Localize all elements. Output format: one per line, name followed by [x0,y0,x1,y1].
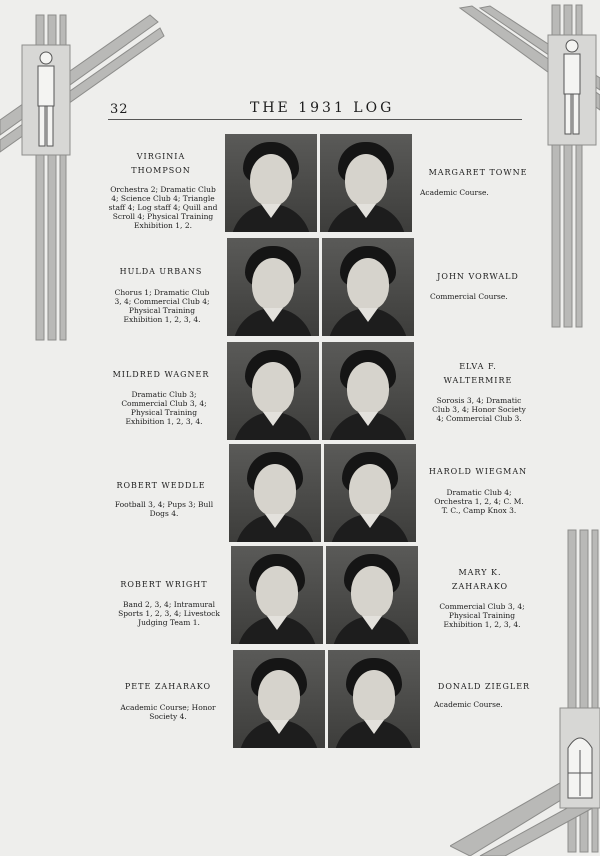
student-name-left-1: VIRGINIA THOMPSON [131,152,191,175]
student-name-left-6: PETE ZAHARAKO [124,682,212,691]
student-photo-right-1 [320,134,412,232]
student-name-left-2: HULDA URBANS [119,267,203,276]
student-photo-left-3 [227,342,319,440]
student-photo-left-5 [231,546,323,644]
student-name-right-4: HAROLD WIEGMAN [428,467,528,476]
student-name-left-5: ROBERT WRIGHT [120,580,208,589]
student-name-right-6: DONALD ZIEGLER [437,682,531,691]
student-photo-right-6 [328,650,420,748]
student-info-left-5: Band 2, 3, 4; Intramural Sports 1, 2, 3, 4; Livestock Judging Team 1. [118,600,220,627]
student-photo-left-2 [227,238,319,336]
student-info-left-1: Orchestra 2; Dramatic Club 4; Science Club 4; Triangle staff 4; Log staff 4; Quill and Scroll 4; Physical Training Exhibition 1, 2. [108,185,218,230]
student-photo-right-3 [322,342,414,440]
student-info-right-6: Academic Course. [434,700,503,709]
student-info-right-4: Dramatic Club 4; Orchestra 1, 2, 4; C. M. T. C., Camp Knox 3. [434,488,524,515]
student-info-right-2: Commercial Course. [430,292,508,301]
student-name-right-1: MARGARET TOWNE [428,168,528,177]
header-rule [108,119,522,120]
student-photo-left-4 [229,444,321,542]
student-info-left-4: Football 3, 4; Pups 3; Bull Dogs 4. [114,500,214,518]
student-photo-right-4 [324,444,416,542]
student-photo-right-2 [322,238,414,336]
student-name-right-5: MARY K. ZAHARAKO [451,568,509,591]
student-photo-left-1 [225,134,317,232]
student-info-right-1: Academic Course. [420,188,489,197]
student-info-right-3: Sorosis 3, 4; Dramatic Club 3, 4; Honor Society 4; Commercial Club 3. [432,396,526,423]
student-photo-left-6 [233,650,325,748]
student-info-left-6: Academic Course; Honor Society 4. [120,703,216,721]
student-info-left-2: Chorus 1; Dramatic Club 3, 4; Commercial Club 4; Physical Training Exhibition 1, 2, 3, 4. [114,288,210,324]
student-name-right-3: ELVA F. WALTERMIRE [443,362,513,385]
student-info-left-3: Dramatic Club 3; Commercial Club 3, 4; Physical Training Exhibition 1, 2, 3, 4. [121,390,207,426]
page-title: THE 1931 LOG [250,100,395,116]
page-number: 32 [110,102,129,117]
student-name-left-3: MILDRED WAGNER [112,370,210,379]
student-name-left-4: ROBERT WEDDLE [116,481,206,490]
student-name-right-2: JOHN VORWALD [437,272,519,281]
student-photo-right-5 [326,546,418,644]
student-info-right-5: Commercial Club 3, 4; Physical Training Exhibition 1, 2, 3, 4. [439,602,525,629]
